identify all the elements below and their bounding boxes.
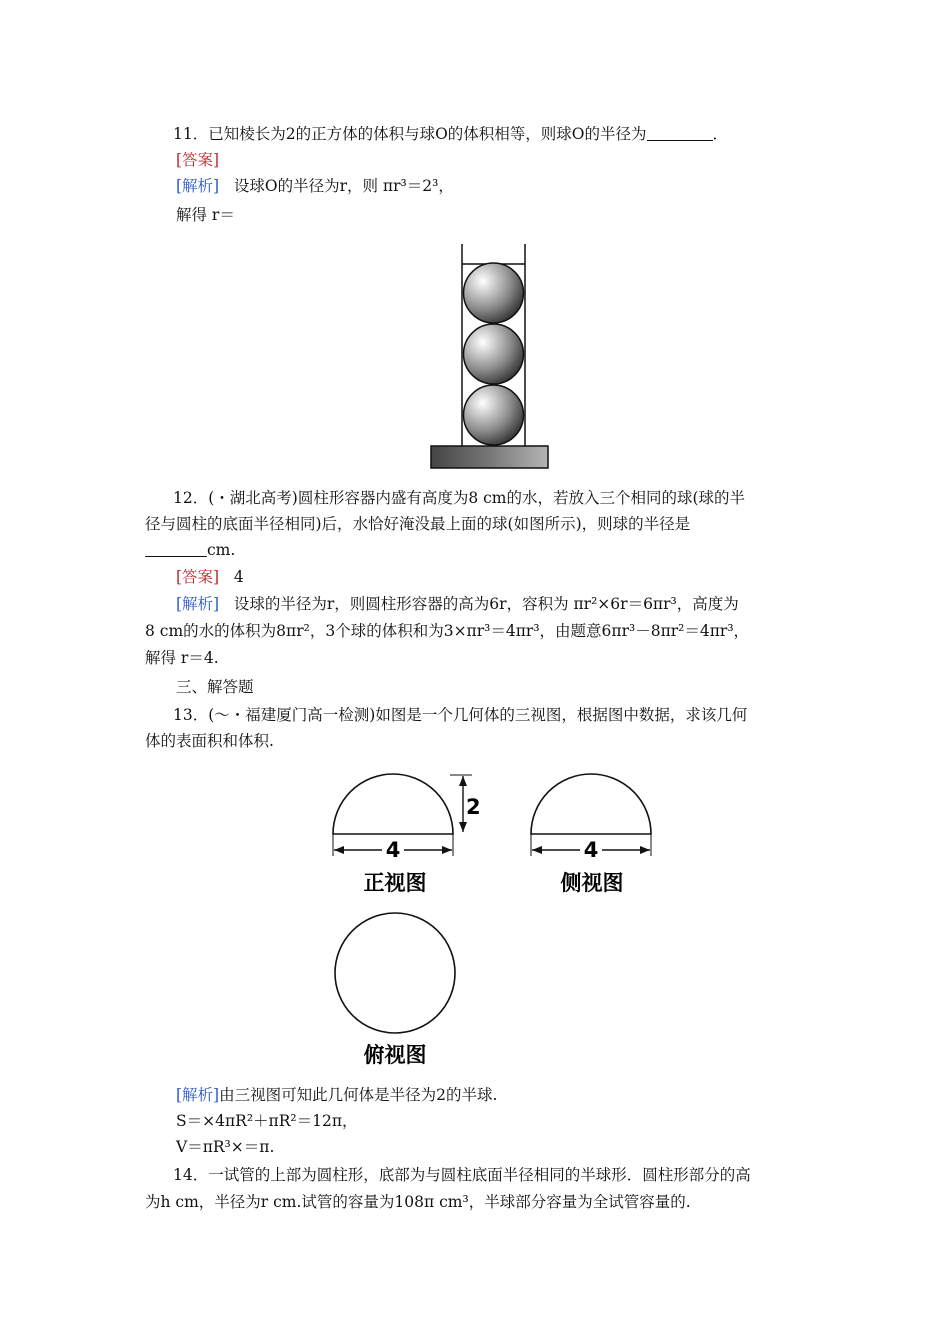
- q13-surface: S＝×4πR²＋πR²＝12π，: [176, 1112, 358, 1130]
- sphere-bottom: [464, 385, 524, 445]
- q12-line3: cm.: [145, 539, 235, 561]
- q12-analysis-3: 解得 r＝4.: [145, 649, 219, 667]
- q14-line2: 为h cm，半径为r cm.试管的容量为108π cm³，半球部分容量为全试管容量的.: [145, 1193, 691, 1211]
- q11-analysis: [解析] 设球O的半径为r，则 πr³＝2³，: [176, 177, 454, 195]
- front-width-label: 4: [385, 838, 401, 862]
- answer-blank: [145, 542, 207, 557]
- q12-line1: 12．(・湖北高考)圆柱形容器内盛有高度为8 cm的水，若放入三个相同的球(球的半: [173, 489, 746, 507]
- q12-analysis-1: [解析] 设球的半径为r，则圆柱形容器的高为6r，容积为 πr²×6r＝6πr³，高度为: [176, 595, 739, 613]
- section-heading: 三、解答题: [176, 678, 254, 696]
- sphere-top: [464, 263, 524, 323]
- side-width-label: 4: [583, 838, 599, 862]
- q12-answer: [答案] 4: [176, 568, 244, 586]
- q11-solve: 解得 r＝: [176, 206, 235, 224]
- sphere-middle: [464, 324, 524, 384]
- cylinder-spheres-figure: [428, 240, 552, 472]
- q14-line1: 14．一试管的上部为圆柱形，底部为与圆柱底面半径相同的半球形．圆柱形部分的高: [173, 1166, 751, 1184]
- q13-line1: 13．(～・福建厦门高一检测)如图是一个几何体的三视图，根据图中数据，求该几何: [173, 706, 748, 724]
- height-label: 2: [466, 795, 481, 819]
- q12-analysis-2: 8 cm的水的体积为8πr²，3个球的体积和为3×πr³＝4πr³，由题意6πr³－8πr²＝4πr³，: [145, 622, 750, 640]
- top-view-circle: [335, 913, 455, 1033]
- side-view-semicircle: [531, 774, 651, 834]
- q13-analysis: [解析]由三视图可知此几何体是半径为2的半球.: [176, 1086, 498, 1104]
- q13-line2: 体的表面积和体积.: [145, 732, 274, 750]
- front-view-label: 正视图: [363, 871, 427, 895]
- q13-volume: V＝πR³×＝π.: [176, 1138, 275, 1156]
- answer-blank: [647, 126, 713, 141]
- answer-tag: [答案]: [176, 151, 220, 169]
- front-view-semicircle: [333, 774, 453, 834]
- q11-stem: 11．已知棱长为2的正方体的体积与球O的体积相等，则球O的半径为 ．: [173, 125, 729, 143]
- three-views-figure: [320, 770, 680, 1070]
- side-view-label: 侧视图: [560, 871, 624, 895]
- base-stand: [431, 446, 548, 468]
- q12-line2: 径与圆柱的底面半径相同)后，水恰好淹没最上面的球(如图所示)，则球的半径是: [145, 515, 691, 533]
- top-view-label: 俯视图: [363, 1043, 427, 1067]
